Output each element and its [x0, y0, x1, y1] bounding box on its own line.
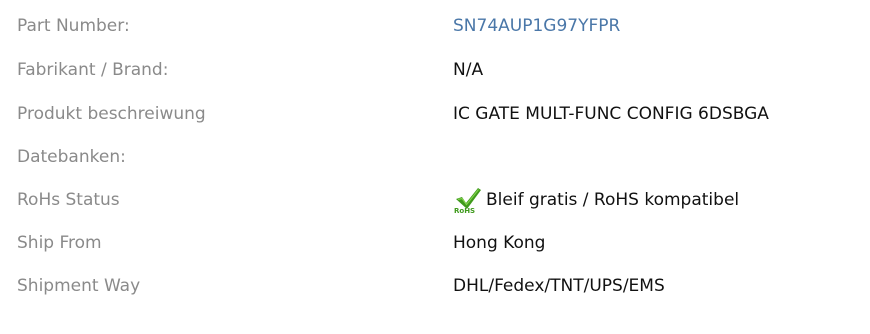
brand-label: Fabrikant / Brand: [17, 60, 169, 80]
ship-from-label: Ship From [17, 233, 102, 253]
rohs-label: RoHs Status [17, 190, 120, 210]
spec-row-description [0, 94, 870, 134]
description-label: Produkt beschreiwung [17, 104, 206, 124]
spec-row-datasheets [0, 137, 870, 177]
spec-row-shipment-way [0, 266, 870, 306]
spec-row-part-number [0, 6, 870, 46]
datasheets-label: Datebanken: [17, 147, 126, 167]
rohs-icon-text: RoHS [454, 206, 476, 214]
rohs-status-text: Bleif gratis / RoHS kompatibel [486, 190, 740, 210]
rohs-check-icon [453, 185, 482, 214]
spec-row-brand [0, 50, 870, 90]
ship-from-value: Hong Kong [453, 233, 546, 253]
brand-value: N/A [453, 60, 484, 80]
spec-row-ship-from [0, 223, 870, 263]
part-number-label: Part Number: [17, 16, 130, 36]
spec-row-rohs [0, 180, 870, 220]
description-value: IC GATE MULT-FUNC CONFIG 6DSBGA [453, 104, 769, 124]
shipment-way-value: DHL/Fedex/TNT/UPS/EMS [453, 276, 665, 296]
part-number-link[interactable]: SN74AUP1G97YFPR [453, 16, 621, 36]
rohs-value-group [453, 180, 739, 220]
shipment-way-label: Shipment Way [17, 276, 141, 296]
